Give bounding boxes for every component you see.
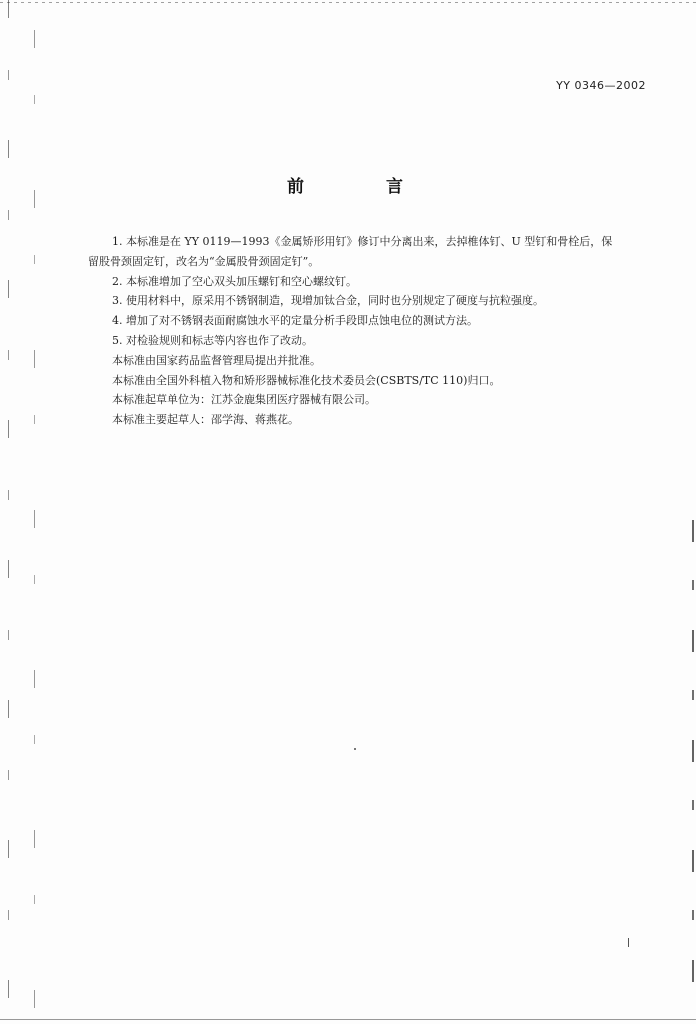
scan-artifact-left-edge: [8, 0, 9, 1024]
paragraph-1-continued: 留股骨颈固定钉，改名为“金属股骨颈固定钉”。: [88, 254, 320, 268]
drafters-statement: 本标准主要起草人：邵学海、蒋燕花。: [112, 413, 299, 427]
paragraph-3: 3. 使用材料中，原采用不锈钢制造，现增加钛合金，同时也分别规定了硬度与抗粒强度。: [112, 294, 544, 308]
scan-artifact-bottom: [0, 1019, 696, 1020]
foreword-body: [88, 232, 648, 430]
paragraph-5: 5. 对检验规则和标志等内容也作了改动。: [112, 333, 313, 347]
scan-artifact-right-edge: [692, 520, 694, 1000]
paragraph-1: 1. 本标准是在 YY 0119—1993《金属矫形用钉》修订中分离出来，去掉椎体钉、U 型钉和骨栓后，保: [112, 235, 613, 248]
page-title: 前 言: [287, 177, 441, 197]
scan-artifact-left-margin: [34, 0, 35, 1024]
scan-artifact-top: [0, 2, 696, 3]
standard-code: YY 0346—2002: [556, 79, 646, 92]
scan-tick-mark: [628, 938, 629, 947]
scan-speck: [354, 748, 356, 750]
paragraph-2: 2. 本标准增加了空心双头加压螺钉和空心螺纹钉。: [112, 274, 357, 288]
committee-statement: 本标准由全国外科植入物和矫形器械标准化技术委员会(CSBTS/TC 110)归口。: [112, 373, 501, 387]
drafting-unit-statement: 本标准起草单位为：江苏金鹿集团医疗器械有限公司。: [112, 393, 376, 407]
proposer-statement: 本标准由国家药品监督管理局提出并批准。: [112, 353, 321, 367]
paragraph-4: 4. 增加了对不锈钢表面耐腐蚀水平的定量分析手段即点蚀电位的测试方法。: [112, 314, 478, 328]
